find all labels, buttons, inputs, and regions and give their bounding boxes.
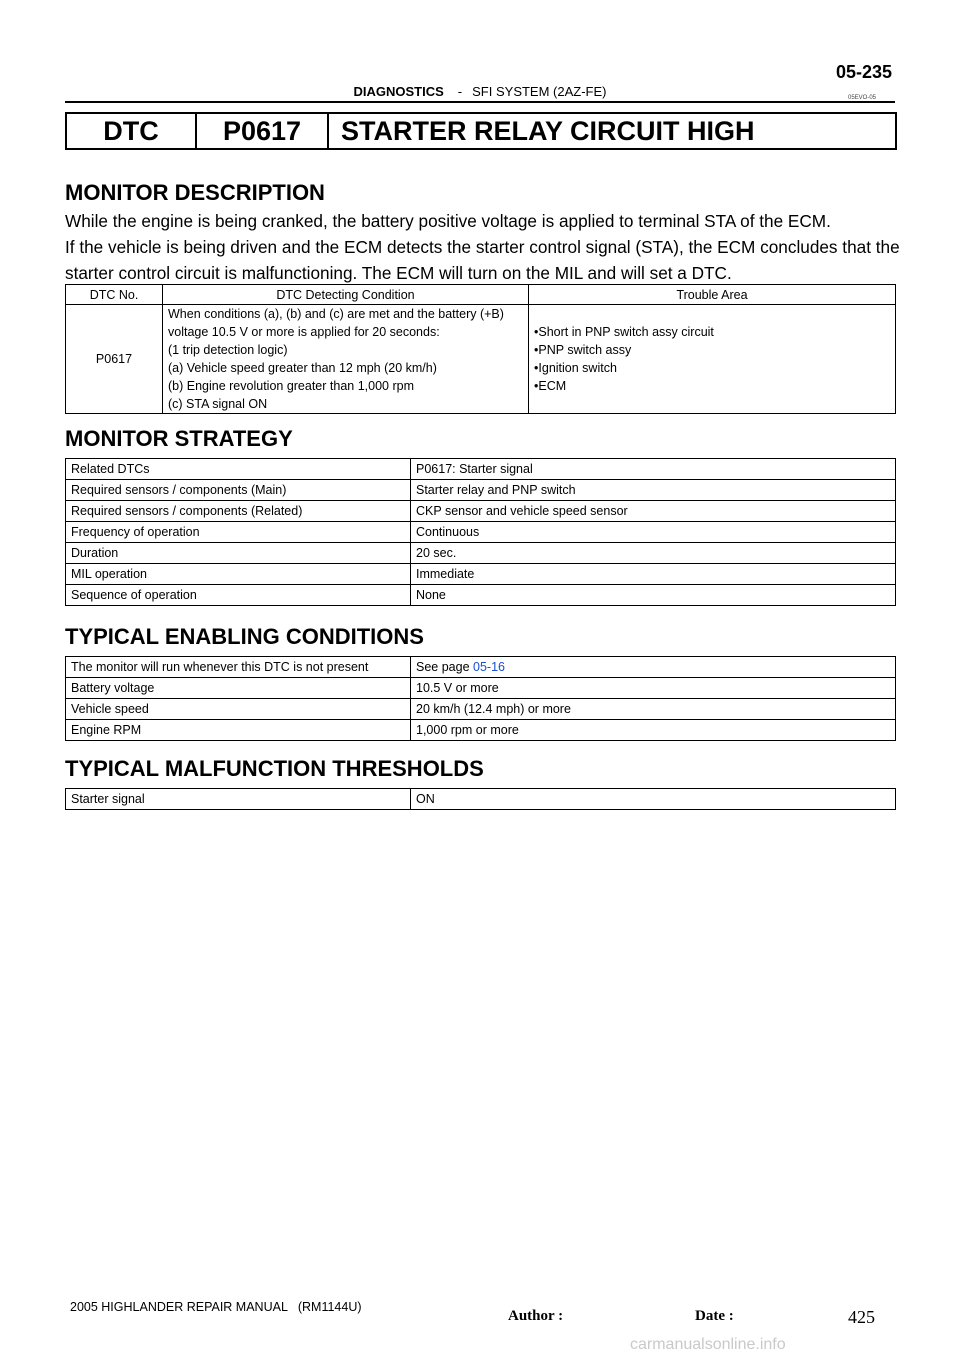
header-separator: - xyxy=(457,84,463,99)
header-rule xyxy=(65,101,895,103)
condition-line: (b) Engine revolution greater than 1,000 rpm xyxy=(168,379,414,393)
row-value: Starter relay and PNP switch xyxy=(411,480,896,501)
row-value: 20 sec. xyxy=(411,543,896,564)
table-row xyxy=(66,564,896,585)
list-item: • PNP switch assy xyxy=(534,341,890,359)
see-page-text: See page xyxy=(416,660,473,674)
condition-line: (1 trip detection logic) xyxy=(168,343,288,357)
page-number: 425 xyxy=(848,1307,875,1327)
list-item: • ECM xyxy=(534,377,890,395)
table-row xyxy=(66,305,896,414)
row-label: Starter signal xyxy=(66,789,411,810)
dtc-table xyxy=(65,284,896,414)
list-item: • Short in PNP switch assy circuit xyxy=(534,323,890,341)
condition-line: voltage 10.5 V or more is applied for 20 seconds: xyxy=(168,325,440,339)
dtc-label: DTC xyxy=(67,114,197,148)
system-name: SFI SYSTEM (2AZ-FE) xyxy=(472,84,607,99)
table-row xyxy=(66,699,896,720)
date-label: Date : xyxy=(695,1308,734,1324)
description-paragraph-2: If the vehicle is being driven and the ECM detects the starter control signal (STA), the ECM concludes that the starter control circuit is malfunctioning. The ECM will turn on the MIL and will set a DTC. xyxy=(65,237,900,283)
monitor-description-heading: MONITOR DESCRIPTION xyxy=(65,180,325,205)
row-label: Battery voltage xyxy=(66,678,411,699)
condition-line: (c) STA signal ON xyxy=(168,397,268,411)
description-paragraph-1: While the engine is being cranked, the battery positive voltage is applied to terminal STA of the ECM. xyxy=(65,211,831,231)
table-row xyxy=(66,678,896,699)
row-value: ON xyxy=(411,789,896,810)
header-detecting-condition: DTC Detecting Condition xyxy=(163,285,529,305)
row-label: Related DTCs xyxy=(66,459,411,480)
row-label: Vehicle speed xyxy=(66,699,411,720)
manual-title-text: 2005 HIGHLANDER REPAIR MANUAL (RM1144U) xyxy=(70,1300,362,1314)
page-link[interactable]: 05-16 xyxy=(473,660,505,674)
table-row xyxy=(66,720,896,741)
malfunction-thresholds-table xyxy=(65,788,896,810)
trouble-area-cell xyxy=(529,305,896,414)
condition-cell xyxy=(163,305,529,414)
row-value: Immediate xyxy=(411,564,896,585)
table-header-row xyxy=(66,285,896,305)
row-value: 20 km/h (12.4 mph) or more xyxy=(411,699,896,720)
table-row xyxy=(66,522,896,543)
malfunction-thresholds-heading: TYPICAL MALFUNCTION THRESHOLDS xyxy=(65,756,484,781)
row-value: CKP sensor and vehicle speed sensor xyxy=(411,501,896,522)
row-label: Duration xyxy=(66,543,411,564)
header-dtc-no: DTC No. xyxy=(66,285,163,305)
table-row xyxy=(66,657,896,678)
author-label: Author : xyxy=(508,1308,564,1324)
manual-title xyxy=(70,1300,362,1314)
condition-line: (a) Vehicle speed greater than 12 mph (20 km/h) xyxy=(168,361,437,375)
monitor-description-text xyxy=(65,208,900,286)
table-row xyxy=(66,459,896,480)
running-header xyxy=(0,84,960,99)
dtc-name: STARTER RELAY CIRCUIT HIGH xyxy=(341,115,755,146)
row-value: 10.5 V or more xyxy=(411,678,896,699)
dtc-no-cell: P0617 xyxy=(66,305,163,414)
monitor-strategy-heading: MONITOR STRATEGY xyxy=(65,426,293,451)
row-value: Continuous xyxy=(411,522,896,543)
table-row xyxy=(66,480,896,501)
row-value: None xyxy=(411,585,896,606)
page-code: 05-235 xyxy=(835,62,892,82)
table-row xyxy=(66,585,896,606)
row-value: 1,000 rpm or more xyxy=(411,720,896,741)
watermark: carmanualsonline.info xyxy=(630,1336,786,1353)
row-label: Sequence of operation xyxy=(66,585,411,606)
section-name: DIAGNOSTICS xyxy=(353,84,444,99)
row-label: Frequency of operation xyxy=(66,522,411,543)
row-value: P0617: Starter signal xyxy=(411,459,896,480)
enabling-conditions-table xyxy=(65,656,896,741)
row-label: Required sensors / components (Main) xyxy=(66,480,411,501)
monitor-strategy-table xyxy=(65,458,896,606)
enabling-conditions-heading: TYPICAL ENABLING CONDITIONS xyxy=(65,624,424,649)
row-label: Engine RPM xyxy=(66,720,411,741)
list-item: • Ignition switch xyxy=(534,359,890,377)
row-value xyxy=(411,657,896,678)
row-label: The monitor will run whenever this DTC is not present xyxy=(66,657,411,678)
condition-line: When conditions (a), (b) and (c) are met and the battery (+B) xyxy=(168,307,504,321)
dtc-code: P0617 xyxy=(197,114,329,148)
trouble-area-list xyxy=(534,323,890,395)
dtc-title-box xyxy=(65,112,897,150)
header-trouble-area: Trouble Area xyxy=(529,285,896,305)
row-label: MIL operation xyxy=(66,564,411,585)
table-row xyxy=(66,789,896,810)
table-row xyxy=(66,543,896,564)
table-row xyxy=(66,501,896,522)
doc-code: 05EVO-05 xyxy=(848,95,877,101)
row-label: Required sensors / components (Related) xyxy=(66,501,411,522)
